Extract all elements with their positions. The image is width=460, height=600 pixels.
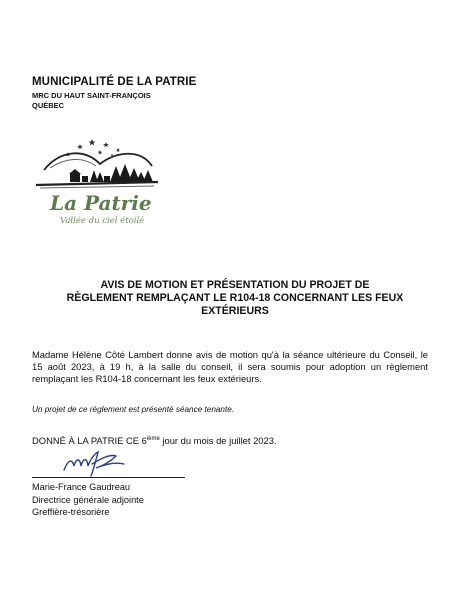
trees-icon — [69, 164, 153, 182]
la-patrie-logo — [30, 130, 170, 226]
handwritten-signature — [58, 446, 138, 480]
title-line-1: AVIS DE MOTION ET PRÉSENTATION DU PROJET DE — [100, 279, 370, 291]
given-line — [32, 435, 277, 446]
logo-name: La Patrie — [50, 191, 152, 215]
municipality-subtitle — [32, 91, 151, 110]
mrc-line: MRC DU HAUT SAINT-FRANÇOIS — [32, 91, 151, 100]
signature-line — [32, 477, 185, 478]
given-suffix: jour du mois de juillet 2023. — [159, 435, 277, 446]
signer-name: Marie-France Gaudreau — [32, 482, 131, 492]
notice-paragraph: Madame Hélène Côté Lambert donne avis de motion qu'à la séance ultérieure du Conseil, le 15 août 2023, à 19 h, à la salle du conseil, il sera soumis pour adoption un règlement remplaçant les R104-18 concernant les feux extérieurs. — [32, 349, 428, 385]
logo-tagline: Vallée du ciel étoilé — [60, 216, 145, 226]
title-line-3: EXTÉRIEURS — [201, 305, 269, 317]
signer-role-1: Directrice générale adjointe — [32, 494, 144, 505]
draft-note: Un projet de ce règlement est présenté séance tenante. — [32, 405, 235, 414]
given-superscript: ième — [146, 436, 160, 442]
logo-graphic — [30, 130, 170, 226]
document-title — [40, 279, 430, 318]
signer-block — [32, 481, 144, 519]
title-line-2: RÈGLEMENT REMPLAÇANT LE R104-18 CONCERNANT LES FEUX — [66, 292, 404, 304]
municipality-title: MUNICIPALITÉ DE LA PATRIE — [32, 76, 197, 88]
province-line: QUÉBEC — [32, 100, 65, 110]
signer-role-2: Greffière-trésorière — [32, 507, 110, 518]
given-prefix: DONNÉ À LA PATRIE CE 6 — [32, 435, 147, 446]
